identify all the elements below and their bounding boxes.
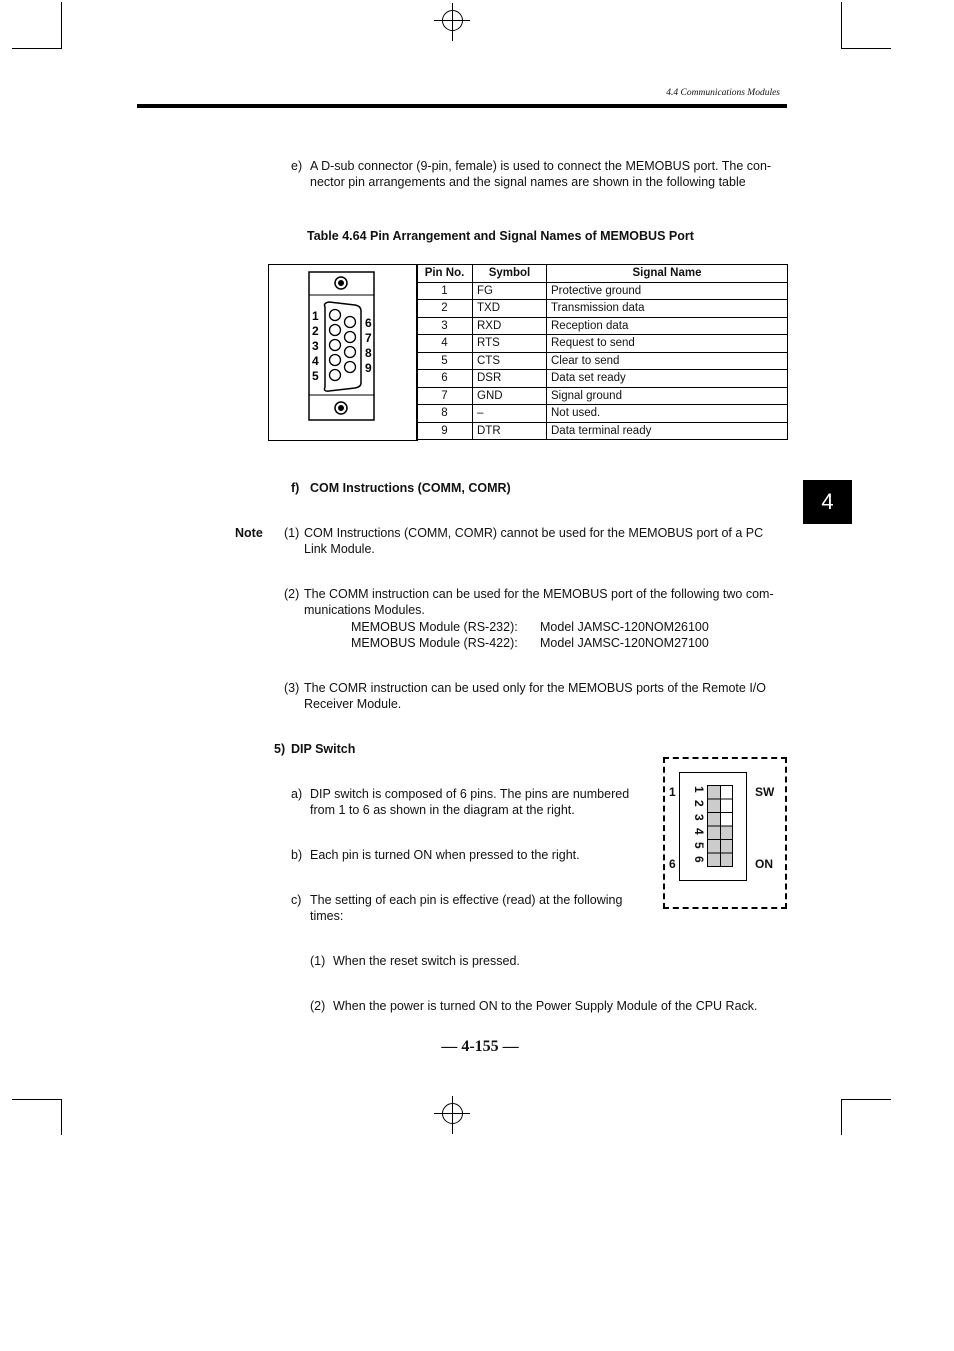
table-row	[417, 387, 788, 405]
section-f-title: COM Instructions (COMM, COMR)	[310, 481, 511, 495]
header-rule	[137, 104, 787, 108]
note-3-line2: Receiver Module.	[304, 697, 402, 711]
dip-c-marker: c)	[291, 893, 302, 907]
section-5-title: DIP Switch	[291, 742, 356, 756]
para-e-line1: A D-sub connector (9-pin, female) is used to connect the MEMOBUS port. The con-	[310, 159, 772, 173]
table-row	[417, 317, 788, 335]
dip-c-line1: The setting of each pin is effective (read) at the following	[310, 893, 623, 907]
table-row	[417, 422, 788, 440]
connector-pin-label: 4	[312, 354, 319, 368]
note-3-line1: The COMR instruction can be used only for the MEMOBUS ports of the Remote I/O	[304, 681, 766, 695]
section-header-title: 4.4 Communications Modules	[666, 88, 780, 98]
page-number: — 4-155 —	[441, 1038, 519, 1055]
dip-label-on: ON	[755, 857, 773, 871]
connector-pin-label: 2	[312, 324, 319, 338]
note-1-line2: Link Module.	[304, 542, 375, 556]
table-row	[417, 282, 788, 300]
note-1-line1: COM Instructions (COMM, COMR) cannot be used for the MEMOBUS port of a PC	[304, 526, 764, 540]
symbol: CTS	[473, 352, 547, 370]
connector-pin-label: 7	[365, 331, 372, 345]
module-name: MEMOBUS Module (RS-232):	[351, 620, 518, 634]
note-1-marker: (1)	[284, 526, 300, 540]
note-2-line1: The COMM instruction can be used for the MEMOBUS port of the following two com-	[304, 587, 774, 601]
dip-label-1: 1	[669, 785, 676, 799]
symbol: GND	[473, 387, 547, 405]
connector-pin-label: 5	[312, 369, 319, 383]
symbol: FG	[473, 282, 547, 300]
symbol: –	[473, 405, 547, 423]
dip-c1-text: When the reset switch is pressed.	[333, 954, 520, 968]
dip-c1-marker: (1)	[310, 954, 326, 968]
chapter-tab: 4	[803, 480, 852, 524]
note-2-marker: (2)	[284, 587, 300, 601]
pin-no: 4	[417, 335, 473, 353]
dip-b-marker: b)	[291, 848, 303, 862]
dip-c-line2: times:	[310, 909, 344, 923]
dsub-connector-icon	[269, 265, 417, 440]
para-e-marker: e)	[291, 159, 303, 173]
signal-name: Data set ready	[547, 370, 788, 388]
module-model: Model JAMSC-120NOM27100	[540, 636, 709, 650]
note-3-marker: (3)	[284, 681, 300, 695]
symbol: DSR	[473, 370, 547, 388]
col-header-signal: Signal Name	[547, 265, 788, 283]
dip-label-6: 6	[669, 857, 676, 871]
col-header-pin: Pin No.	[417, 265, 473, 283]
pin-no: 1	[417, 282, 473, 300]
dip-a-line1: DIP switch is composed of 6 pins. The pins are numbered	[310, 787, 630, 801]
pin-table	[416, 264, 788, 440]
dip-switch-pins	[707, 785, 733, 867]
pin-no: 9	[417, 422, 473, 440]
dip-pin-numbers: 1 2 3 4 5 6	[692, 786, 706, 865]
symbol: RTS	[473, 335, 547, 353]
table-caption: Table 4.64 Pin Arrangement and Signal Names of MEMOBUS Port	[307, 229, 694, 243]
symbol: RXD	[473, 317, 547, 335]
col-header-symbol: Symbol	[473, 265, 547, 283]
symbol: DTR	[473, 422, 547, 440]
section-5-marker: 5)	[274, 742, 286, 756]
connector-pin-label: 1	[312, 309, 319, 323]
table-row	[417, 300, 788, 318]
connector-pin-label: 8	[365, 346, 372, 360]
pin-no: 3	[417, 317, 473, 335]
symbol: TXD	[473, 300, 547, 318]
pin-no: 2	[417, 300, 473, 318]
signal-name: Signal ground	[547, 387, 788, 405]
dip-a-line2: from 1 to 6 as shown in the diagram at the right.	[310, 803, 575, 817]
pin-no: 6	[417, 370, 473, 388]
dip-c2-text: When the power is turned ON to the Power Supply Module of the CPU Rack.	[333, 999, 758, 1013]
dip-label-sw: SW	[755, 785, 775, 799]
signal-name: Request to send	[547, 335, 788, 353]
note-2-line2: munications Modules.	[304, 603, 425, 617]
dip-a-marker: a)	[291, 787, 303, 801]
signal-name: Protective ground	[547, 282, 788, 300]
section-f-marker: f)	[291, 481, 300, 495]
signal-name: Clear to send	[547, 352, 788, 370]
signal-name: Reception data	[547, 317, 788, 335]
table-row	[417, 405, 788, 423]
signal-name: Not used.	[547, 405, 788, 423]
table-row	[417, 370, 788, 388]
connector-pin-label: 3	[312, 339, 319, 353]
table-row	[417, 335, 788, 353]
dip-b-line1: Each pin is turned ON when pressed to the right.	[310, 848, 580, 862]
pin-no: 5	[417, 352, 473, 370]
connector-pin-label: 9	[365, 361, 372, 375]
table-header-row	[417, 265, 788, 283]
signal-name: Data terminal ready	[547, 422, 788, 440]
connector-figure-cell	[268, 264, 418, 441]
module-name: MEMOBUS Module (RS-422):	[351, 636, 518, 650]
para-e-line2: nector pin arrangements and the signal names are shown in the following table	[310, 175, 746, 189]
table-row	[417, 352, 788, 370]
signal-name: Transmission data	[547, 300, 788, 318]
pin-no: 8	[417, 405, 473, 423]
dip-c2-marker: (2)	[310, 999, 326, 1013]
pin-no: 7	[417, 387, 473, 405]
connector-pin-label: 6	[365, 316, 372, 330]
module-model: Model JAMSC-120NOM26100	[540, 620, 709, 634]
note-label: Note	[235, 526, 263, 540]
